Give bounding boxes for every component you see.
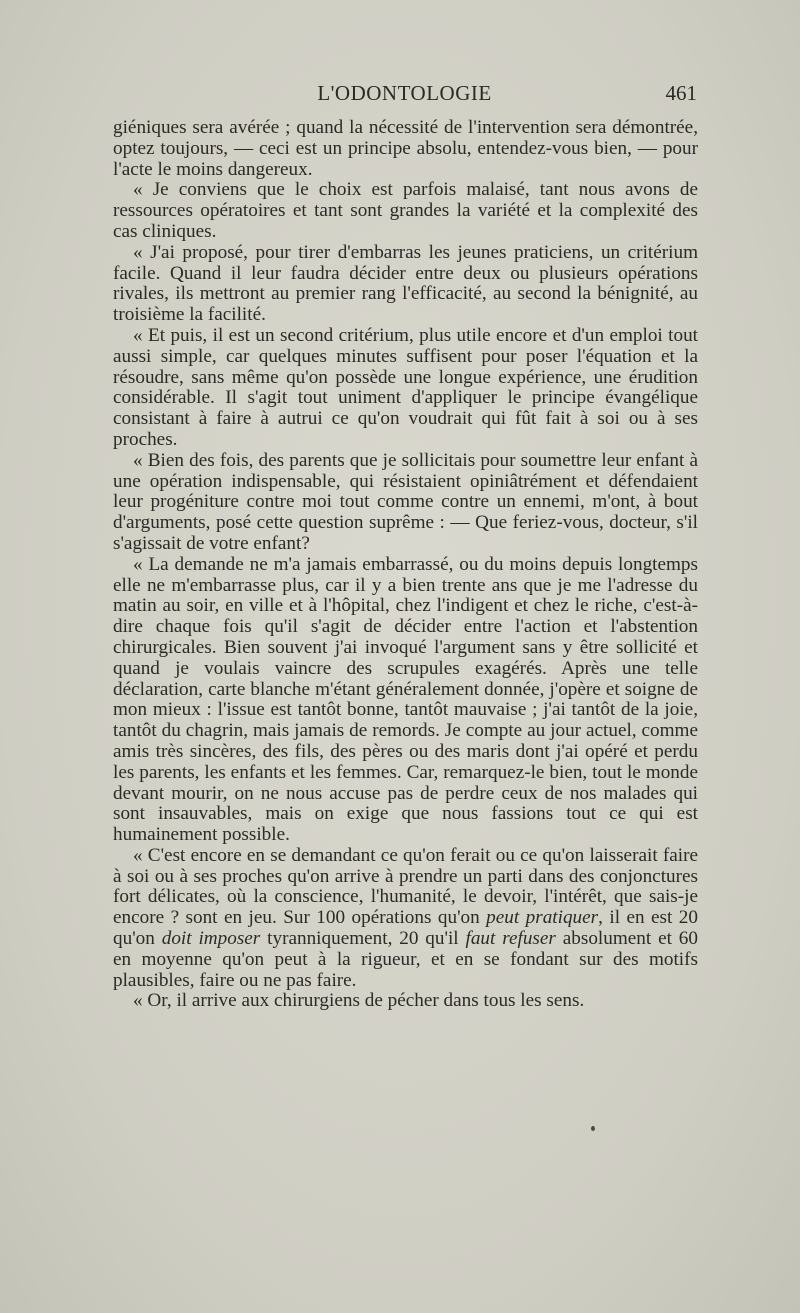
print-speck <box>591 1126 595 1131</box>
paragraph <box>113 243 698 326</box>
paragraph <box>113 555 698 846</box>
text-run: giéniques sera avérée ; quand la nécessité de l'intervention sera démontrée, optez toujours, — ceci est un principe absolu, entendez-vous bien, — pour l'acte le moins dangereux. <box>113 117 698 180</box>
text-run: « C'est encore en se demandant ce qu'on ferait ou ce qu'on laisserait faire à soi ou à ses proches qu'on arrive à prendre un parti dans des conjonctures fort délicates, où la conscience, l'humanité, le devoir, l'intérêt, que sais-je encore ? sont en jeu. Sur 100 opérations qu'on <box>113 844 698 929</box>
body-text <box>113 118 698 1012</box>
paragraph <box>113 118 698 180</box>
paragraph <box>113 991 698 1012</box>
text-run: « Et puis, il est un second critérium, plus utile encore et d'un emploi tout aussi simple, car quelques minutes suffisent pour poser l'équation et la résoudre, sans même qu'on possède une longue expérience, une érudition considérable. Il s'agit tout uniment d'appliquer le principe évangélique consistant à faire à autrui ce qu'on voudrait qui fût fait à soi ou à ses proches. <box>113 324 698 450</box>
paragraph <box>113 326 698 451</box>
italic-phrase: doit imposer <box>161 928 261 950</box>
text-run: « La demande ne m'a jamais embarrassé, ou du moins depuis longtemps elle ne m'embarrasse plus, car il y a bien trente ans que je me l'adresse du matin au soir, en ville et à l'hôpital, chez l'indigent et chez le riche, c'est-à-dire chaque fois qu'il s'agit de décider entre l'action et l'abstention chirurgicales. Bien souvent j'ai invoqué l'argument sans y être sollicité et quand je voulais vaincre des scrupules exagérés. Après une telle déclaration, carte blanche m'étant généralement donnée, j'opère et soigne de mon mieux : l'issue est tantôt bonne, tantôt mauvaise ; j'ai tantôt de la joie, tantôt du chagrin, mais jamais de remords. Je compte au jour actuel, comme amis très sincères, des fils, des pères ou des maris dont j'ai opéré et perdu les parents, les enfants et les femmes. Car, remarquez-le bien, tout le monde devant mourir, on ne nous accuse pas de perdre ceux de nos malades qui sont insauvables, mais on exige que nous fassions tout ce qui est humainement possible. <box>113 553 698 846</box>
text-run: , il en est 20 qu'on <box>113 907 698 950</box>
paragraph <box>113 180 698 242</box>
text-run: « J'ai proposé, pour tirer d'embarras les jeunes praticiens, un critérium facile. Quand il leur faudra décider entre deux ou plusieurs opérations rivales, ils mettront au premier rang l'efficacité, au second la bénignité, au troisième la facilité. <box>113 241 698 326</box>
text-run: « Bien des fois, des parents que je sollicitais pour soumettre leur enfant à une opération indispensable, qui résistaient opiniâtrément et défendaient leur progéniture contre moi tout comme contre un ennemi, m'ont, à bout d'arguments, posé cette question suprême : — Que feriez-vous, docteur, s'il s'agissait de votre enfant? <box>113 449 698 554</box>
italic-phrase: faut refuser <box>465 928 556 950</box>
text-run: « Or, il arrive aux chirurgiens de pécher dans tous les sens. <box>133 990 585 1012</box>
text-run: tyranniquement, 20 qu'il <box>260 928 466 950</box>
italic-phrase: peut pratiquer <box>486 907 599 929</box>
page-number: 461 <box>665 81 697 105</box>
text-run: « Je conviens que le choix est parfois malaisé, tant nous avons de ressources opératoires et tant sont grandes la variété et la complexité des cas cliniques. <box>113 179 698 242</box>
paragraph <box>113 451 698 555</box>
running-head <box>112 76 697 110</box>
text-run: absolument et 60 en moyenne qu'on peut à la rigueur, et en se fondant sur des motifs plausibles, faire ou ne pas faire. <box>113 928 698 991</box>
paragraph <box>113 846 698 992</box>
journal-title: L'ODONTOLOGIE <box>317 81 492 105</box>
